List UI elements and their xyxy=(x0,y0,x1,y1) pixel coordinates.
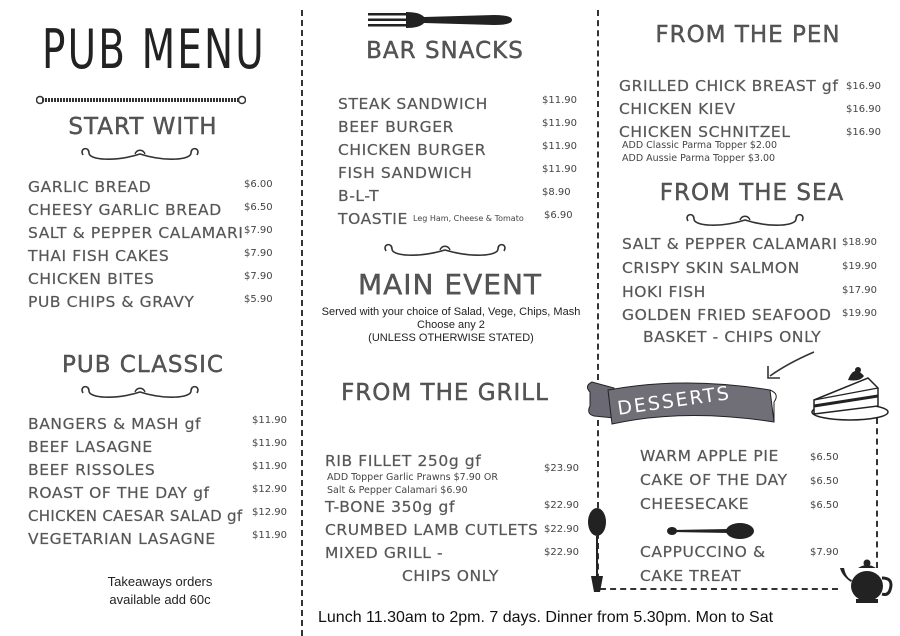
scroll-ornament xyxy=(378,240,512,262)
pen-item-price: $16.90 xyxy=(846,104,881,115)
sea-item-name: SALT & PEPPER CALAMARI xyxy=(622,235,838,253)
takeaway-note-line1: Takeaways orders xyxy=(107,574,213,589)
pen-addon: ADD Aussie Parma Topper $3.00 xyxy=(622,153,776,164)
dessert-item-price: $6.50 xyxy=(810,476,839,487)
grill-item-price: $22.90 xyxy=(544,500,579,511)
grill-item-price: $22.90 xyxy=(544,547,579,558)
snack-item-note: Leg Ham, Cheese & Tomato xyxy=(413,214,524,223)
sea-basket: BASKET - CHIPS ONLY xyxy=(643,328,822,346)
start-with-heading: START WITH xyxy=(68,114,218,140)
sea-item-name: CRISPY SKIN SALMON xyxy=(622,259,800,277)
pen-item-price: $16.90 xyxy=(846,127,881,138)
start-item-name: PUB CHIPS & GRAVY xyxy=(28,293,195,311)
snack-item-price: $11.90 xyxy=(542,164,577,175)
grill-item-name: CRUMBED LAMB CUTLETS xyxy=(325,521,539,539)
classic-item-price: $11.90 xyxy=(252,438,287,449)
cake-slice-icon xyxy=(808,362,890,424)
snack-item-price: $6.90 xyxy=(544,210,573,221)
snack-item-price: $11.90 xyxy=(542,141,577,152)
start-item-name: SALT & PEPPER CALAMARI xyxy=(28,224,244,242)
pen-item-price: $16.90 xyxy=(846,81,881,92)
classic-item-price: $12.90 xyxy=(252,507,287,518)
snack-item-price: $11.90 xyxy=(542,118,577,129)
grill-item-name-cont: CHIPS ONLY xyxy=(402,567,500,585)
page-title: PUB MENU xyxy=(42,18,266,81)
desserts-banner-label: DESSERTS xyxy=(616,382,733,420)
dessert-border-bottom xyxy=(600,588,838,590)
snack-item-name: BEEF BURGER xyxy=(338,118,454,136)
divider-left xyxy=(301,10,303,636)
from-the-pen-heading: FROM THE PEN xyxy=(655,22,841,48)
start-item-price: $6.50 xyxy=(244,202,273,213)
scroll-ornament xyxy=(75,382,205,404)
dessert-item-name: CHEESECAKE xyxy=(640,495,750,513)
spoon-icon xyxy=(666,520,756,542)
opening-hours: Lunch 11.30am to 2pm. 7 days. Dinner from 5.30pm. Mon to Sat xyxy=(318,609,774,626)
grill-addon: ADD Topper Garlic Prawns $7.90 OR xyxy=(327,472,498,483)
start-item-price: $6.00 xyxy=(244,179,273,190)
pub-classic-heading: PUB CLASSIC xyxy=(62,352,224,378)
snack-item-price: $11.90 xyxy=(542,95,577,106)
classic-item-name: BEEF RISSOLES xyxy=(28,461,156,479)
cappuccino-price: $7.90 xyxy=(810,547,839,558)
grill-item-price: $23.90 xyxy=(544,463,579,474)
pen-item-name: GRILLED CHICK BREAST gf xyxy=(619,77,839,95)
takeaway-note-line2: available add 60c xyxy=(109,592,211,607)
snack-item-name: B-L-T xyxy=(338,187,380,205)
grill-item-name: MIXED GRILL - xyxy=(325,544,444,562)
from-the-grill-heading: FROM THE GRILL xyxy=(341,380,549,406)
fork-icon xyxy=(368,8,514,32)
from-the-sea-heading: FROM THE SEA xyxy=(659,180,845,206)
start-item-price: $7.90 xyxy=(244,225,273,236)
sea-item-price: $17.90 xyxy=(842,285,877,296)
start-item-price: $5.90 xyxy=(244,294,273,305)
grill-item-name: RIB FILLET 250g gf xyxy=(325,452,482,470)
ornament-icon xyxy=(584,506,610,596)
main-event-line2: Choose any 2 xyxy=(417,319,485,331)
classic-item-price: $11.90 xyxy=(252,415,287,426)
dessert-item-name: CAKE OF THE DAY xyxy=(640,471,788,489)
classic-item-name: VEGETARIAN LASAGNE xyxy=(28,530,216,548)
snack-item-name: FISH SANDWICH xyxy=(338,164,473,182)
sea-item-price: $19.90 xyxy=(842,308,877,319)
cappuccino-line2: CAKE TREAT xyxy=(640,567,742,585)
snack-item-name: CHICKEN BURGER xyxy=(338,141,487,159)
main-event-line1: Served with your choice of Salad, Vege, Chips, Mash xyxy=(321,306,581,318)
divider-right xyxy=(597,10,599,380)
start-item-price: $7.90 xyxy=(244,248,273,259)
dessert-item-price: $6.50 xyxy=(810,452,839,463)
dessert-border-right xyxy=(876,418,878,568)
bar-snacks-heading: BAR SNACKS xyxy=(366,38,524,64)
scroll-ornament xyxy=(75,144,205,166)
classic-item-price: $11.90 xyxy=(252,530,287,541)
start-item-price: $7.90 xyxy=(244,271,273,282)
cappuccino-line1: CAPPUCCINO & xyxy=(640,543,766,561)
sea-item-price: $19.90 xyxy=(842,261,877,272)
grill-item-name: T-BONE 350g gf xyxy=(325,498,456,516)
start-item-name: CHICKEN BITES xyxy=(28,270,155,288)
snack-item-price: $8.90 xyxy=(542,187,571,198)
scroll-ornament xyxy=(680,210,810,232)
start-item-name: GARLIC BREAD xyxy=(28,178,152,196)
pen-item-name: CHICKEN SCHNITZEL xyxy=(619,123,791,141)
grill-addon: Salt & Pepper Calamari $6.90 xyxy=(327,485,468,496)
pen-addon: ADD Classic Parma Topper $2.00 xyxy=(622,140,778,151)
sea-item-name: HOKI FISH xyxy=(622,283,706,301)
dessert-item-price: $6.50 xyxy=(810,500,839,511)
classic-item-name: BEEF LASAGNE xyxy=(28,438,153,456)
start-item-name: THAI FISH CAKES xyxy=(28,247,170,265)
snack-item-name: TOASTIE xyxy=(338,210,408,228)
classic-item-price: $11.90 xyxy=(252,461,287,472)
snack-item-name: STEAK SANDWICH xyxy=(338,95,488,113)
sea-item-price: $18.90 xyxy=(842,237,877,248)
pen-item-name: CHICKEN KIEV xyxy=(619,100,736,118)
main-event-line3: (UNLESS OTHERWISE STATED) xyxy=(368,332,534,344)
grill-item-price: $22.90 xyxy=(544,524,579,535)
classic-item-price: $12.90 xyxy=(252,484,287,495)
dessert-item-name: WARM APPLE PIE xyxy=(640,447,779,465)
teapot-icon xyxy=(838,558,896,606)
main-event-heading: MAIN EVENT xyxy=(357,268,542,301)
classic-item-name: CHICKEN CAESAR SALAD gf xyxy=(28,507,243,525)
title-underline xyxy=(36,94,246,106)
start-item-name: CHEESY GARLIC BREAD xyxy=(28,201,222,219)
sea-item-name: GOLDEN FRIED SEAFOOD xyxy=(622,306,832,324)
classic-item-name: ROAST OF THE DAY gf xyxy=(28,484,210,502)
classic-item-name: BANGERS & MASH gf xyxy=(28,415,202,433)
